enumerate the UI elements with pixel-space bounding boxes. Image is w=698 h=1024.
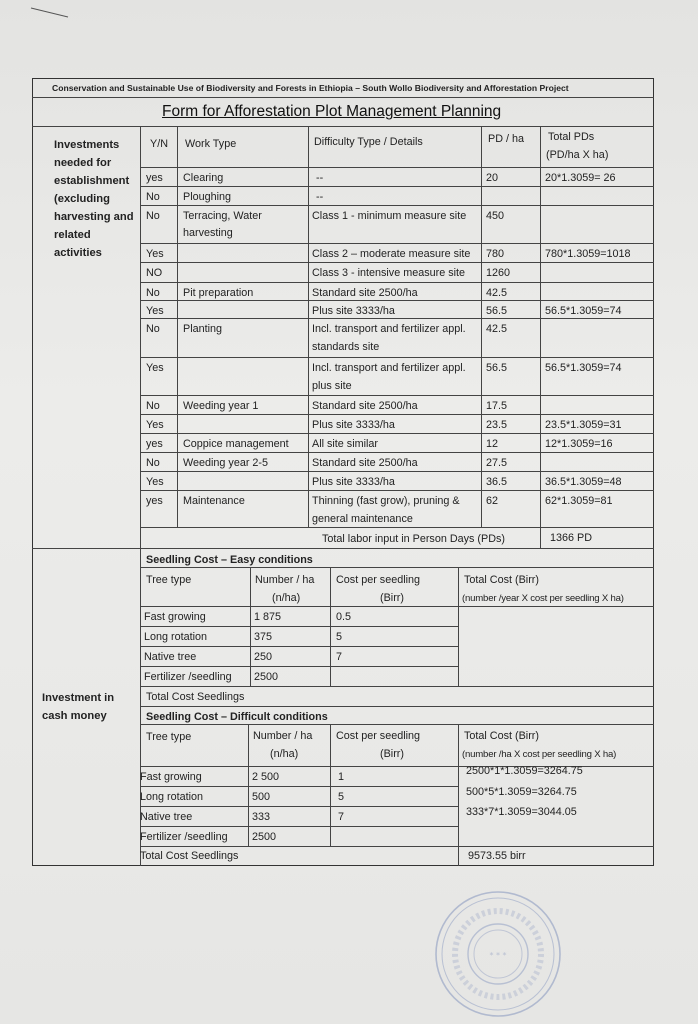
labor-yn: No (146, 191, 160, 203)
labor-total-pds: 23.5*1.3059=31 (545, 419, 622, 431)
difficult-col-divider-1 (248, 724, 249, 846)
labor-pd-ha: 27.5 (486, 457, 508, 469)
labor-row-divider (140, 300, 654, 301)
difficult-total-label: Total Cost Seedlings (140, 850, 239, 862)
labor-total-label: Total labor input in Person Days (PDs) (322, 533, 506, 545)
labor-yn: Yes (146, 476, 164, 488)
labor-pd-ha: 20 (486, 172, 499, 184)
pd-ha-header: PD / ha (488, 133, 525, 145)
labor-detail: Standard site 2500/ha (312, 400, 418, 412)
labor-total-pds: 62*1.3059=81 (545, 495, 613, 507)
easy-total-subheader: (number /year X cost per seedling X ha) (462, 593, 624, 604)
labor-work-type-cont: harvesting (183, 227, 233, 239)
difficult-section-title: Seedling Cost – Difficult conditions (146, 711, 328, 723)
labor-total-pds: 780*1.3059=1018 (545, 248, 631, 260)
labor-work-type: Weeding year 2-5 (183, 457, 269, 469)
labor-detail: Class 1 - minimum measure site (312, 210, 467, 222)
labor-detail-cont: general maintenance (312, 513, 413, 525)
difficult-total-cost: 500*5*1.3059=3264.75 (466, 785, 577, 798)
easy-cost: 0.5 (336, 611, 352, 623)
easy-number: 2500 (254, 671, 279, 683)
labor-work-type: Clearing (183, 172, 224, 184)
easy-title-divider (140, 567, 654, 568)
difficult-cost-subheader: (Birr) (380, 748, 404, 760)
side-divider-top (140, 126, 141, 548)
labor-row-divider (140, 357, 654, 358)
labor-detail: Plus site 3333/ha (312, 419, 395, 431)
easy-total-label: Total Cost Seedlings (146, 691, 245, 703)
labor-pd-ha: 62 (486, 495, 499, 507)
project-header: Conservation and Sustainable Use of Biodiversity and Forests in Ethiopia – South Wollo Biodiversity and Afforestation Project (52, 83, 569, 93)
easy-row-divider (140, 626, 458, 627)
labor-total-top (140, 527, 654, 528)
easy-tree-type: Long rotation (144, 631, 208, 643)
labor-detail: -- (316, 172, 324, 184)
easy-number: 250 (254, 651, 273, 663)
difficult-row-divider (140, 826, 458, 827)
labor-total-pds: 12*1.3059=16 (545, 438, 613, 450)
easy-number: 1 875 (254, 611, 282, 623)
difficult-tree-type: Long rotation (140, 791, 204, 803)
labor-row-divider (140, 414, 654, 415)
labor-detail: Plus site 3333/ha (312, 305, 395, 317)
labor-detail: Plus site 3333/ha (312, 476, 395, 488)
difficult-cost: 1 (338, 771, 345, 783)
labor-pd-ha: 1260 (486, 267, 511, 279)
easy-cost-header: Cost per seedling (336, 574, 421, 586)
labor-pd-ha: 12 (486, 438, 499, 450)
labor-row-divider (140, 452, 654, 453)
labor-work-type: Coppice management (183, 438, 289, 450)
difficult-col-divider-3 (458, 724, 459, 866)
labor-yn: yes (146, 495, 163, 507)
labor-total-pds: 20*1.3059= 26 (545, 172, 616, 184)
official-stamp (432, 888, 564, 1020)
difficulty-header: Difficulty Type / Details (314, 136, 423, 148)
labor-row-divider (140, 490, 654, 491)
difficult-title-divider (140, 724, 654, 725)
easy-tree-header: Tree type (146, 574, 192, 586)
difficult-total-subheader: (number /ha X cost per seedling X ha) (462, 749, 617, 760)
pd-divider (540, 126, 541, 548)
easy-row-divider (140, 646, 458, 647)
easy-cost: 5 (336, 631, 343, 643)
yn-header: Y/N (150, 138, 168, 150)
labor-work-type: Maintenance (183, 495, 245, 507)
difficult-total-cost: 2500*1*1.3059=3264.75 (466, 765, 583, 777)
labor-pd-ha: 36.5 (486, 476, 508, 488)
labor-work-type: Pit preparation (183, 287, 254, 299)
labor-detail: Standard site 2500/ha (312, 457, 418, 469)
labor-detail-cont: standards site (312, 341, 380, 353)
labor-pd-ha: 42.5 (486, 323, 508, 335)
labor-row-divider (140, 318, 654, 319)
labor-pd-ha: 56.5 (486, 362, 508, 374)
difficult-cost: 7 (338, 811, 345, 823)
header-divider (32, 97, 654, 98)
labor-yn: Yes (146, 305, 164, 317)
difficult-number: 500 (252, 791, 271, 803)
labor-yn: yes (146, 438, 163, 450)
labor-yn: Yes (146, 419, 164, 431)
difficult-col-divider-2 (330, 724, 331, 846)
easy-section-title: Seedling Cost – Easy conditions (146, 554, 313, 566)
difficult-title-top (140, 706, 654, 707)
labor-work-type: Ploughing (183, 191, 232, 203)
labor-row-divider (140, 262, 654, 263)
labor-detail-cont: plus site (312, 380, 352, 392)
labor-total-pds: 56.5*1.3059=74 (545, 362, 622, 374)
easy-header-divider (140, 606, 654, 607)
svg-text:* * *: * * * (489, 951, 507, 960)
easy-tree-type: Native tree (144, 651, 197, 663)
labor-row-divider (140, 205, 654, 206)
labor-detail: Class 2 – moderate measure site (312, 248, 471, 260)
easy-cost-subheader: (Birr) (380, 592, 404, 604)
easy-tree-type: Fast growing (144, 611, 206, 623)
easy-number-subheader: (n/ha) (272, 592, 301, 604)
difficult-number-header: Number / ha (253, 730, 313, 742)
labor-detail: Standard site 2500/ha (312, 287, 418, 299)
labor-work-type: Planting (183, 323, 223, 335)
difficult-total-value: 9573.55 birr (468, 850, 526, 862)
easy-number-header: Number / ha (255, 574, 315, 586)
labor-pd-ha: 56.5 (486, 305, 508, 317)
difficult-tree-type: Fertilizer /seedling (140, 831, 228, 843)
labor-row-divider (140, 395, 654, 396)
labor-yn: No (146, 400, 160, 412)
difficult-row-divider (140, 786, 458, 787)
easy-tree-type: Fertilizer /seedling (144, 671, 232, 683)
labor-yn: yes (146, 172, 163, 184)
labor-work-type: Terracing, Water (183, 210, 262, 222)
labor-pd-ha: 23.5 (486, 419, 508, 431)
difficult-row-divider (140, 806, 458, 807)
labor-row-divider (140, 243, 654, 244)
labor-yn: No (146, 323, 160, 335)
difficult-tree-type: Native tree (140, 811, 193, 823)
labor-row-divider (140, 433, 654, 434)
labor-detail: Incl. transport and fertilizer appl. (312, 323, 466, 335)
labor-yn: NO (146, 267, 163, 279)
easy-total-header: Total Cost (Birr) (464, 574, 539, 586)
pencil-mark (30, 5, 70, 19)
labor-detail: Class 3 - intensive measure site (312, 267, 466, 279)
easy-total-top (140, 686, 654, 687)
labor-detail: -- (316, 191, 324, 203)
labor-pd-ha: 780 (486, 248, 505, 260)
total-pds-subheader: (PD/ha X ha) (546, 149, 609, 161)
total-pds-header: Total PDs (548, 131, 595, 143)
labor-yn: No (146, 457, 160, 469)
investments-label: Investments needed for establishment (excluding harvesting and related activities (54, 139, 134, 259)
cash-money-label: Investment in cash money (42, 692, 115, 722)
labor-pd-ha: 17.5 (486, 400, 508, 412)
difficult-total-top (140, 846, 654, 847)
labor-row-divider (140, 282, 654, 283)
difficult-total-header: Total Cost (Birr) (464, 730, 539, 742)
labor-row-divider (140, 471, 654, 472)
labor-detail: Thinning (fast grow), pruning & (312, 495, 460, 507)
section-divider (32, 548, 654, 549)
labor-row-divider (140, 186, 654, 187)
difficult-tree-type: Fast growing (140, 771, 202, 783)
labor-total-pds: 56.5*1.3059=74 (545, 305, 622, 317)
difficult-tree-header: Tree type (146, 731, 192, 743)
easy-col-divider-3 (458, 567, 459, 686)
labor-total-pds: 36.5*1.3059=48 (545, 476, 622, 488)
easy-row-divider (140, 666, 458, 667)
difficult-number: 2500 (252, 831, 277, 843)
easy-cost: 7 (336, 651, 343, 663)
labor-work-type: Weeding year 1 (183, 400, 259, 412)
labor-total-value: 1366 PD (550, 532, 593, 544)
form-title: Form for Afforestation Plot Management Planning (162, 103, 502, 120)
difficult-number-subheader: (n/ha) (270, 748, 299, 760)
labor-yn: Yes (146, 248, 164, 260)
labor-detail: All site similar (312, 438, 378, 450)
labor-yn: No (146, 210, 160, 222)
labor-yn: Yes (146, 362, 164, 374)
labor-header-divider (140, 167, 654, 168)
easy-number: 375 (254, 631, 273, 643)
labor-pd-ha: 42.5 (486, 287, 508, 299)
labor-detail: Incl. transport and fertilizer appl. (312, 362, 466, 374)
difficult-cost: 5 (338, 791, 345, 803)
labor-pd-ha: 450 (486, 210, 505, 222)
work-type-header: Work Type (185, 138, 237, 150)
difficult-cost-header: Cost per seedling (336, 730, 421, 742)
labor-yn: No (146, 287, 160, 299)
difficult-number: 2 500 (252, 771, 280, 783)
title-divider (32, 126, 654, 127)
difficult-number: 333 (252, 811, 271, 823)
difficult-total-cost: 333*7*1.3059=3044.05 (466, 806, 577, 818)
